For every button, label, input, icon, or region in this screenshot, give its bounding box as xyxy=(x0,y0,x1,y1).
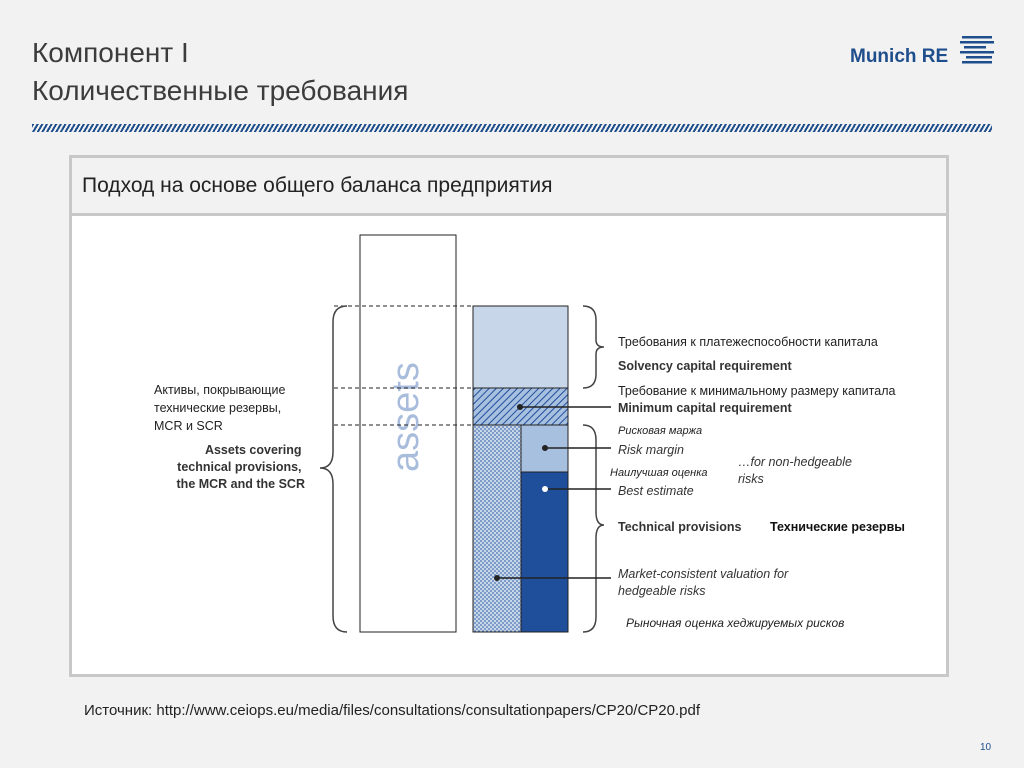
page-number: 10 xyxy=(980,742,992,753)
mcr-label-en: Minimum capital requirement xyxy=(618,401,792,415)
best-estimate-label-ru: Наилучшая оценка xyxy=(610,467,708,479)
assets-word: assets xyxy=(385,362,427,472)
left-label-ru: Активы, покрывающие технические резервы, MCR и SCR xyxy=(154,383,286,433)
source-citation: Источник: http://www.ceiops.eu/media/files/consultations/consultationpapers/CP20/CP20.pdf xyxy=(84,702,701,719)
hedgeable-block xyxy=(473,425,521,632)
non-hedgeable-label: …for non-hedgeable risks xyxy=(738,455,852,486)
hedgeable-pointer-dot xyxy=(494,575,500,581)
best-estimate-block xyxy=(521,472,568,632)
risk-margin-pointer-dot xyxy=(542,445,548,451)
left-label-en: Assets covering technical provisions, the MCR and the SCR xyxy=(176,443,305,491)
scr-block xyxy=(473,306,568,388)
best-estimate-pointer-dot xyxy=(542,486,548,492)
risk-margin-label-en: Risk margin xyxy=(618,443,684,457)
tp-label-en: Technical provisions xyxy=(618,520,742,534)
scr-label-en: Solvency capital requirement xyxy=(618,359,792,373)
mcv-label-en: Market-consistent valuation for hedgeable risks xyxy=(618,567,789,598)
slide-title-line1: Компонент I xyxy=(32,37,189,68)
logo-text: Munich RE xyxy=(850,46,949,67)
scr-brace xyxy=(583,306,604,388)
hatched-divider xyxy=(32,124,992,132)
panel-header xyxy=(72,158,946,216)
tp-label-ru: Технические резервы xyxy=(770,520,905,534)
left-brace xyxy=(320,306,347,632)
logo-mark-icon xyxy=(960,34,994,66)
mcr-label-ru: Требование к минимальному размеру капитала xyxy=(618,384,896,398)
panel-title: Подход на основе общего баланса предприятия xyxy=(82,174,553,197)
best-estimate-label-en: Best estimate xyxy=(618,484,694,498)
slide-title xyxy=(32,34,408,110)
slide-title-line2: Количественные требования xyxy=(32,75,409,106)
mcr-pointer-dot xyxy=(517,404,523,410)
tp-brace xyxy=(583,425,604,632)
mcv-label-ru: Рыночная оценка хеджируемых рисков xyxy=(626,616,845,630)
balance-sheet-diagram xyxy=(72,214,944,668)
scr-label-ru: Требования к платежеспособности капитала xyxy=(618,335,878,349)
risk-margin-label-ru: Рисковая маржа xyxy=(618,425,703,437)
